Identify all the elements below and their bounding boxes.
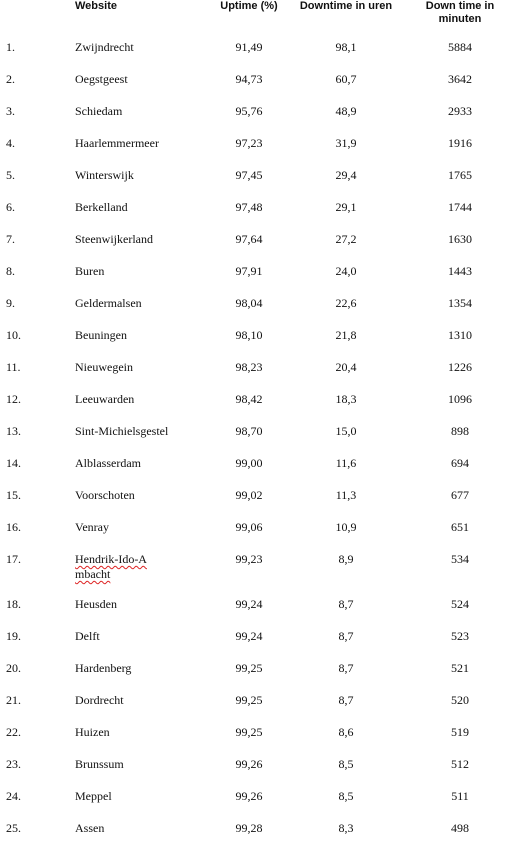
- table-row: [0, 821, 510, 837]
- row-uptime: 97,91: [235, 264, 263, 278]
- table-row: [0, 72, 510, 88]
- row-uptime: 91,49: [235, 40, 263, 54]
- table-row: [0, 40, 510, 56]
- row-downtime-hours: 15,0: [335, 424, 357, 438]
- row-website: Schiedam: [75, 104, 123, 118]
- row-uptime: 99,06: [235, 520, 263, 534]
- row-uptime: 99,25: [235, 661, 263, 675]
- header-uptime: Uptime (%): [220, 0, 278, 12]
- row-website: Leeuwarden: [75, 392, 135, 406]
- row-uptime: 98,04: [235, 296, 263, 310]
- row-downtime-minutes: 520: [451, 693, 469, 707]
- table-row: [0, 104, 510, 120]
- row-rank: 9.: [6, 296, 15, 310]
- table-row: [0, 264, 510, 280]
- table-row: [0, 693, 510, 709]
- row-downtime-hours: 24,0: [335, 264, 357, 278]
- row-downtime-hours: 8,6: [338, 725, 354, 739]
- row-rank: 10.: [6, 328, 21, 342]
- row-downtime-hours: 48,9: [335, 104, 357, 118]
- row-downtime-hours: 8,7: [338, 629, 354, 643]
- row-downtime-minutes: 1310: [448, 328, 472, 342]
- row-uptime: 99,28: [235, 821, 263, 835]
- row-website: Hendrik-Ido-Ambacht: [75, 552, 147, 581]
- row-uptime: 94,73: [235, 72, 263, 86]
- row-rank: 13.: [6, 424, 21, 438]
- row-rank: 12.: [6, 392, 21, 406]
- row-downtime-minutes: 1630: [448, 232, 472, 246]
- row-downtime-hours: 8,3: [338, 821, 354, 835]
- row-rank: 20.: [6, 661, 21, 675]
- row-downtime-hours: 98,1: [335, 40, 357, 54]
- row-rank: 16.: [6, 520, 21, 534]
- row-uptime: 98,23: [235, 360, 263, 374]
- row-website: Brunssum: [75, 757, 124, 771]
- table-row: [0, 629, 510, 645]
- row-downtime-minutes: 519: [451, 725, 469, 739]
- row-uptime: 97,64: [235, 232, 263, 246]
- row-uptime: 99,24: [235, 629, 263, 643]
- row-downtime-minutes: 1744: [448, 200, 472, 214]
- row-rank: 14.: [6, 456, 21, 470]
- row-rank: 18.: [6, 597, 21, 611]
- row-downtime-minutes: 651: [451, 520, 469, 534]
- row-website: Heusden: [75, 597, 117, 611]
- row-rank: 4.: [6, 136, 15, 150]
- row-downtime-minutes: 523: [451, 629, 469, 643]
- row-rank: 2.: [6, 72, 15, 86]
- row-uptime: 99,26: [235, 789, 263, 803]
- header-downtime-hours: Downtime in uren: [299, 0, 393, 12]
- row-downtime-minutes: 1226: [448, 360, 472, 374]
- table-row: [0, 232, 510, 248]
- row-website: Zwijndrecht: [75, 40, 134, 54]
- row-rank: 23.: [6, 757, 21, 771]
- row-uptime: 99,26: [235, 757, 263, 771]
- row-website: Haarlemmermeer: [75, 136, 159, 150]
- row-downtime-hours: 27,2: [335, 232, 357, 246]
- table-header: [0, 0, 510, 36]
- row-downtime-minutes: 521: [451, 661, 469, 675]
- row-uptime: 98,70: [235, 424, 263, 438]
- row-rank: 8.: [6, 264, 15, 278]
- row-website: Sint-Michielsgestel: [75, 424, 169, 438]
- table-row: [0, 520, 510, 536]
- row-downtime-hours: 29,1: [335, 200, 357, 214]
- row-downtime-hours: 8,9: [338, 552, 354, 566]
- row-website: Venray: [75, 520, 109, 534]
- table-row: [0, 456, 510, 472]
- row-rank: 6.: [6, 200, 15, 214]
- header-downtime-minutes: Down time in minuten: [425, 0, 495, 25]
- row-uptime: 99,25: [235, 693, 263, 707]
- table-row: [0, 296, 510, 312]
- row-website: Berkelland: [75, 200, 128, 214]
- table-row: [0, 392, 510, 408]
- row-website: Voorschoten: [75, 488, 135, 502]
- row-website: Alblasserdam: [75, 456, 141, 470]
- row-website: Winterswijk: [75, 168, 134, 182]
- row-uptime: 95,76: [235, 104, 263, 118]
- row-uptime: 99,23: [235, 552, 263, 566]
- row-downtime-hours: 31,9: [335, 136, 357, 150]
- table-row: [0, 424, 510, 440]
- row-website: Buren: [75, 264, 105, 278]
- row-uptime: 98,10: [235, 328, 263, 342]
- row-website: Nieuwegein: [75, 360, 133, 374]
- row-downtime-hours: 21,8: [335, 328, 357, 342]
- row-rank: 21.: [6, 693, 21, 707]
- row-downtime-minutes: 1443: [448, 264, 472, 278]
- row-downtime-hours: 8,7: [338, 597, 354, 611]
- row-downtime-hours: 22,6: [335, 296, 357, 310]
- row-uptime: 99,25: [235, 725, 263, 739]
- row-rank: 11.: [6, 360, 21, 374]
- row-website: Hardenberg: [75, 661, 132, 675]
- row-downtime-hours: 10,9: [335, 520, 357, 534]
- table-row: [0, 488, 510, 504]
- table-row: [0, 136, 510, 152]
- row-downtime-minutes: 677: [451, 488, 469, 502]
- table-row: [0, 328, 510, 344]
- row-downtime-minutes: 5884: [448, 40, 472, 54]
- table-row: [0, 789, 510, 805]
- row-downtime-hours: 60,7: [335, 72, 357, 86]
- row-website: Dordrecht: [75, 693, 124, 707]
- row-website: Assen: [75, 821, 105, 835]
- row-website: Oegstgeest: [75, 72, 128, 86]
- row-downtime-minutes: 3642: [448, 72, 472, 86]
- row-rank: 24.: [6, 789, 21, 803]
- row-website: Meppel: [75, 789, 112, 803]
- row-downtime-hours: 11,6: [335, 456, 357, 470]
- row-downtime-minutes: 534: [451, 552, 469, 566]
- row-uptime: 99,02: [235, 488, 263, 502]
- row-website: Beuningen: [75, 328, 127, 342]
- row-downtime-minutes: 511: [451, 789, 469, 803]
- row-uptime: 97,23: [235, 136, 263, 150]
- row-downtime-hours: 29,4: [335, 168, 357, 182]
- row-downtime-minutes: 1096: [448, 392, 472, 406]
- table-row: [0, 360, 510, 376]
- table-row: [0, 725, 510, 741]
- row-downtime-minutes: 694: [451, 456, 469, 470]
- table-row: [0, 552, 510, 581]
- row-rank: 17.: [6, 552, 21, 566]
- row-downtime-minutes: 524: [451, 597, 469, 611]
- header-website: Website: [75, 0, 117, 12]
- row-website: Delft: [75, 629, 100, 643]
- row-downtime-hours: 8,5: [338, 757, 354, 771]
- row-rank: 15.: [6, 488, 21, 502]
- row-uptime: 99,24: [235, 597, 263, 611]
- row-rank: 1.: [6, 40, 15, 54]
- row-rank: 22.: [6, 725, 21, 739]
- row-downtime-minutes: 1916: [448, 136, 472, 150]
- row-downtime-hours: 18,3: [335, 392, 357, 406]
- row-downtime-hours: 8,5: [338, 789, 354, 803]
- table-row: [0, 597, 510, 613]
- row-downtime-hours: 11,3: [335, 488, 357, 502]
- table-row: [0, 200, 510, 216]
- row-rank: 7.: [6, 232, 15, 246]
- row-uptime: 97,48: [235, 200, 263, 214]
- row-downtime-minutes: 1765: [448, 168, 472, 182]
- table-row: [0, 661, 510, 677]
- row-uptime: 98,42: [235, 392, 263, 406]
- table-row: [0, 168, 510, 184]
- row-website: Huizen: [75, 725, 110, 739]
- row-rank: 3.: [6, 104, 15, 118]
- row-uptime: 97,45: [235, 168, 263, 182]
- row-uptime: 99,00: [235, 456, 263, 470]
- row-downtime-hours: 8,7: [338, 661, 354, 675]
- row-downtime-minutes: 2933: [448, 104, 472, 118]
- row-downtime-minutes: 898: [451, 424, 469, 438]
- row-website: Geldermalsen: [75, 296, 142, 310]
- row-downtime-hours: 20,4: [335, 360, 357, 374]
- row-downtime-minutes: 512: [451, 757, 469, 771]
- row-downtime-minutes: 1354: [448, 296, 472, 310]
- row-website: Steenwijkerland: [75, 232, 153, 246]
- row-downtime-hours: 8,7: [338, 693, 354, 707]
- row-downtime-minutes: 498: [451, 821, 469, 835]
- row-rank: 25.: [6, 821, 21, 835]
- row-rank: 5.: [6, 168, 15, 182]
- table-row: [0, 757, 510, 773]
- row-rank: 19.: [6, 629, 21, 643]
